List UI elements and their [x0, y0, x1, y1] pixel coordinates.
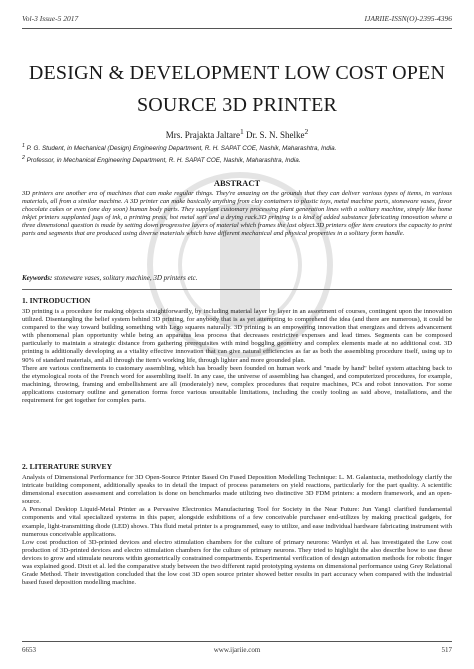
- journal-issn: IJARIIE-ISSN(O)-2395-4396: [364, 14, 452, 23]
- introduction-body: [22, 308, 452, 405]
- journal-website-link[interactable]: www.ijariie.com: [213, 646, 261, 654]
- abstract-heading: ABSTRACT: [213, 178, 261, 188]
- page-number: 517: [441, 646, 452, 654]
- author-name: Mrs. Prajakta Jaltare: [165, 130, 240, 140]
- paper-title-line-1: DESIGN & DEVELOPMENT LOW COST OPEN: [28, 62, 446, 84]
- keywords-text: stoneware vases, solitary machine, 3D printers etc.: [52, 274, 198, 282]
- affiliation-text: P. G. Student, in Mechanical (Design) Engineering Department, R. H. SAPAT COE, Nashik, Maharashtra, India.: [24, 145, 337, 153]
- author-name: Dr. S. N. Shelke: [243, 130, 305, 140]
- abstract-text: 3D printers are another era of machines that can make regular things. They're amazing on the grounds that they can deliver various types of items, in various materials, all from a similar machine. A 3D printer can make basically anything from clay containers to plastic toys, metal machine parts, stoneware vases, favor chocolate cakes or even (one day soon) human body parts. They supplant customary processing plant generation lines with a solitary machine, simply like home inkjet printers supplanted jugs of ink, a printing press, hot metal sort and a drying rack.3D printing is a kind of added substance fabricating innovation where a three dimensional question is made by setting down progressive layers of material which frames the last object.3D printers offer item creators the capacity to print parts and segments that are produced using diverse materials which have different mechanical and physical properties in a solitary form handle.: [22, 190, 452, 238]
- affiliation-marker: 1: [22, 143, 25, 149]
- paper-id: 6653: [22, 646, 36, 654]
- author-superscript: 2: [304, 127, 309, 136]
- paragraph: A Personal Desktop Liquid-Metal Printer as a Pervasive Electronics Manufacturing Tool for Society in the Near Future: Jun Yang1 clarified fundamental components and vital specialized systems in this paper, alongside exhibitions of a few conceivable purchaser end-utilizes by making practical gadgets, for example, light-transmitting diode (LED) shows. This fluid metal printer is a programmed, easy to utilize, and ease individual hardware fabricating instrument with numerous conceivable applications.: [22, 506, 452, 538]
- abstract-separator: [22, 289, 452, 290]
- author-list: [22, 127, 452, 140]
- keywords-label: Keywords:: [22, 274, 53, 282]
- section-heading-introduction: 1. INTRODUCTION: [22, 296, 91, 305]
- journal-volume: Vol-3 Issue-5 2017: [22, 14, 79, 23]
- paragraph: There are various confinements to customary assembling, which has broadly been founded on human work and "made by hand" belief system attaching back to the etymological roots of the French word for assembling itself. In any case, the universe of assembling has changed, and computerized procedures, for example, machining, throwing, framing and embellishment are all (moderately) new, complex procedures that require machines, PCs and robot innovation. For some applications customary outline and generation forms force various unsuitable limitations, including the costly tooling as said above, installations, and the requirement for get together for complex parts.: [22, 364, 452, 405]
- affiliation-text: Professor, in Mechanical Engineering Department, R. H. SAPAT COE, Nashik, Maharashtra, India.: [24, 157, 301, 165]
- literature-survey-body: [22, 474, 452, 587]
- affiliation-1: [22, 143, 452, 152]
- paragraph: 3D printing is a procedure for making objects straightforwardly, by including material layer by layer in an assortment of courses, contingent upon the innovation utilized. Disentangling the belief system behind 3D printing, for anybody that is as yet attempting to comprehend the idea (and there are numerous), it could be compared to the way toward building something with Lego squares naturally. 3D printing is an empowering innovation that energizes and drives advancement with phenomenal plan opportunity while being an apparatus less process that decreases restrictive expenses and lead times. Segments can be composed particularly to maintain a strategic distance from gathering prerequisites with mind boggling geometry and complex elements made at no additional cost. 3D printing is additionally developing as a vitality effective innovation that can give natural efficiencies as far as both the assembling procedure itself, using up to 90% of standard materials, and all through the item's working life, through lighter and more grounded plan.: [22, 308, 452, 364]
- author-superscript: 1: [239, 127, 244, 136]
- paragraph: Low cost production of 3D-printed devices and electro stimulation chambers for the culture of primary neurons: Wardyn et al. has investigated the Low cost production of 3D-printed devices and electro stimulation chambers for the culture of primary neurons. They tried to highlight the also describe how to use these devices to grow and stimulate neurons within geometrically constrained compartments. Experimental verification of design automation methods for robotic finger was explained good. Dixit et al. led the comparative study between the two different rapid prototyping systems on dimensional performance using Grey Relational Grade Method. Their investigation concluded that the low cost 3D open source printer showed better results in part accuracy when compared with the industrial based fused deposition modelling machine.: [22, 538, 452, 587]
- keywords-line: [22, 274, 452, 282]
- affiliation-marker: 2: [22, 155, 25, 161]
- running-header: [22, 14, 452, 26]
- affiliation-2: [22, 155, 452, 164]
- footer-rule: [22, 641, 452, 642]
- section-heading-literature-survey: 2. LITERATURE SURVEY: [22, 462, 113, 471]
- header-rule: [22, 28, 452, 29]
- paper-title-line-2: SOURCE 3D PRINTER: [136, 94, 338, 116]
- page-footer: [22, 646, 452, 658]
- paragraph: Analysis of Dimensional Performance for 3D Open-Source Printer Based On Fused Deposition Modelling Technique: L. M. Galantucia, methodology clarify the intricate building component, additionally speaks to in detail the impact of process parameters on yield reactions, particularly for the part quality. A scientific dimensional execution assessment and correlation is done on benchmarks made utilizing two distinctive 3D FDM printers: a modern framework, and an open-source.: [22, 474, 452, 506]
